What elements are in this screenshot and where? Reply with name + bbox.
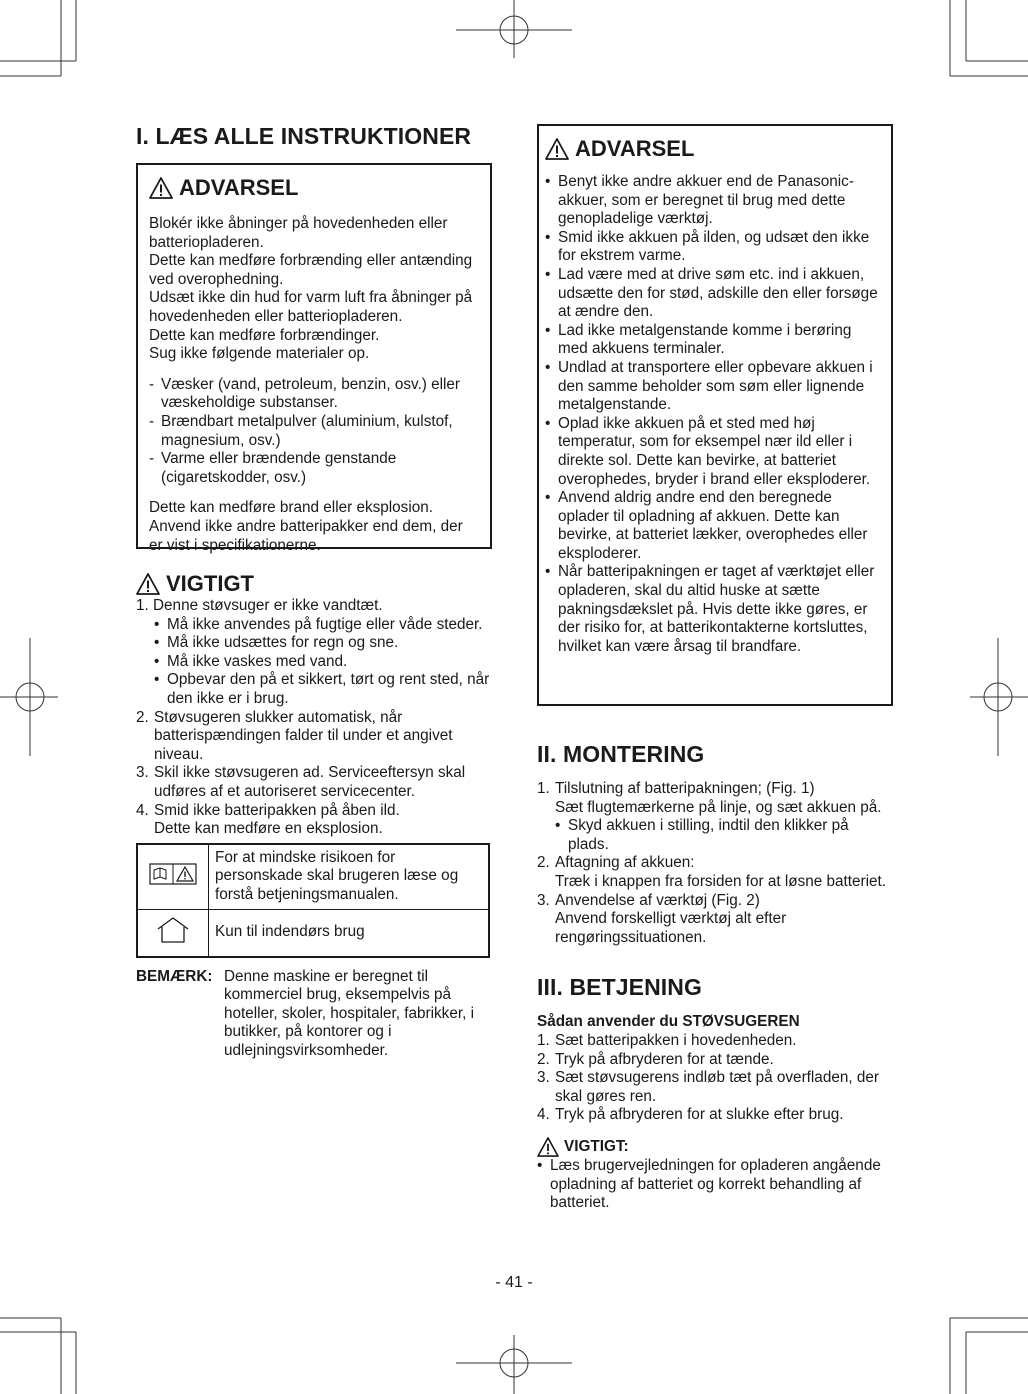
step-text: Tryk på afbryderen for at tænde.: [555, 1050, 774, 1068]
warning-title-text: ADVARSEL: [575, 136, 695, 161]
warning-bullet: • Oplad ikke akkuen på et sted med høj temperatur, som for eksempel nær ild eller i direkte sol. Dette kan bevirke, at batteriet overophedes, bryder i brand eller eksploderer.: [545, 415, 879, 489]
warning-bullet: • Anvend aldrig andre end den beregnede oplader til opladning af akkuen. Dette kan bevirke, at batteriet lækker, overophedes eller eksploderer.: [545, 489, 879, 563]
note: [136, 968, 492, 1061]
item-number: 3.: [136, 764, 149, 782]
mounting-item-2-sub: Træk i knappen fra forsiden for at løsne batteriet.: [555, 872, 887, 890]
warning-title: [149, 175, 479, 201]
warning-bullet: • Lad være med at drive søm etc. ind i akkuen, udsætte den for stød, adskille den eller forsøge at ændre den.: [545, 266, 879, 322]
warning-title-text: ADVARSEL: [179, 175, 299, 200]
symbol-text: For at mindske risikoen for personskade skal brugeren læse og forstå betjeningsmanualen.: [209, 844, 490, 909]
right-column: [537, 124, 893, 1213]
step-text: Tryk på afbryderen for at slukke efter brug.: [555, 1106, 844, 1124]
important-title: [136, 571, 492, 597]
warning-bullet: • Smid ikke akkuen på ilden, og udsæt den ikke for ekstrem varme.: [545, 229, 879, 266]
important-item-3: [136, 764, 492, 801]
item-text: Tilslutning af batteripakningen; (Fig. 1): [555, 780, 815, 797]
symbol-row: [137, 844, 489, 909]
operation-step: [537, 1069, 893, 1106]
mounting-item-1-bullet: • Skyd akkuen i stilling, indtil den klikker på plads.: [555, 817, 893, 854]
operation-step: [537, 1032, 893, 1051]
item-text: Anvendelse af værktøj (Fig. 2): [555, 891, 760, 909]
item-number: 3.: [537, 891, 550, 909]
material-item: - Væsker (vand, petroleum, benzin, osv.) eller væskeholdige substanser.: [149, 376, 479, 413]
important-item-4: [136, 802, 492, 821]
warning-triangle-icon: [136, 573, 160, 595]
item-number: 2.: [537, 854, 550, 872]
warning-box-right: [537, 124, 893, 706]
operation-section: [537, 973, 893, 1212]
important-bullet: • Må ikke vaskes med vand.: [154, 653, 492, 672]
important-bullet: • Må ikke anvendes på fugtige eller våde steder.: [154, 616, 492, 635]
page-number: - 41 -: [495, 1274, 533, 1291]
important-bullet: • Opbevar den på et sikkert, tørt og rent sted, når den ikke er i brug.: [154, 671, 492, 708]
item-text: Støvsugeren slukker automatisk, når batterispændingen falder til under et angivet niveau.: [154, 708, 453, 763]
step-number: 1.: [537, 1031, 550, 1049]
item-number: 1.: [537, 780, 550, 797]
warning-triangle-icon: [537, 1137, 559, 1157]
symbol-row: [137, 909, 489, 957]
warning-bullet: • Når batteripakningen er taget af værktøjet eller opladeren, skal du altid huske at sætte pakningsdækslet på. Hvis dette ikke gøres, er der risiko for, at batterikontakterne kortsluttes, hvilket kan være årsag til brandfare.: [545, 563, 879, 656]
operation-step: [537, 1106, 893, 1125]
symbol-cell: [137, 844, 209, 909]
important-item-4-sub: Dette kan medføre en eksplosion.: [154, 820, 383, 838]
warning-line: Dette kan medføre forbrænding eller antænding ved overophedning.: [149, 252, 473, 288]
item-number: 2.: [136, 708, 149, 726]
mounting-item-1-sub: Sæt flugtemærkerne på linje, og sæt akkuen på.: [555, 798, 882, 816]
section-heading-mounting: II. MONTERING: [537, 741, 705, 767]
warning-bullet: • Undlad at transportere eller opbevare akkuen i den samme beholder som søm eller lignende metalgenstande.: [545, 359, 879, 415]
operation-important: [537, 1137, 893, 1157]
symbol-cell: [137, 909, 209, 957]
mounting-item-3: [537, 892, 893, 911]
step-number: 2.: [537, 1050, 550, 1068]
section-heading-instructions: I. LÆS ALLE INSTRUKTIONER: [136, 123, 472, 149]
operation-important-bullet: • Læs brugervejledningen for opladeren angående opladning af batteriet og korrekt behandling af batteriet.: [537, 1157, 893, 1213]
note-label: BEMÆRK:: [136, 967, 213, 985]
operation-subheading: Sådan anvender du STØVSUGEREN: [537, 1013, 800, 1031]
important-item-2: [136, 709, 492, 765]
symbol-text: Kun til indendørs brug: [209, 909, 490, 957]
left-column: [136, 120, 492, 1060]
operation-step: [537, 1051, 893, 1070]
important-item-1: 1. Denne støvsuger er ikke vandtæt.: [136, 597, 383, 614]
material-item: - Varme eller brændende genstande (cigaretskodder, osv.): [149, 450, 479, 487]
item-text: Skil ikke støvsugeren ad. Serviceeftersyn skal udføres af et autoriseret servicecenter.: [154, 764, 466, 800]
warning-closing: Anvend ikke andre batteripakker end dem, der er vist i specifikationerne.: [149, 517, 463, 554]
house-icon: [156, 916, 190, 944]
warning-bullet: • Lad ikke metalgenstande komme i berøring med akkuens terminaler.: [545, 322, 879, 359]
warning-bullet: • Benyt ikke andre akkuer end de Panasonic-akkuer, som er beregnet til brug med dette genopladelige værktøj.: [545, 173, 879, 229]
warning-triangle-icon: [149, 177, 173, 199]
step-number: 4.: [537, 1106, 550, 1124]
manual-warning-icon: [149, 863, 197, 885]
important-section: [136, 571, 492, 839]
important-title-text: VIGTIGT: [166, 571, 254, 596]
warning-line: Udsæt ikke din hud for varm luft fra åbninger på hovedenheden eller batteriopladeren.: [149, 289, 473, 325]
material-item: - Brændbart metalpulver (aluminium, kulstof, magnesium, osv.): [149, 413, 479, 450]
mounting-item-2: [537, 854, 893, 873]
warning-box-left: [136, 163, 492, 554]
item-text: Smid ikke batteripakken på åben ild.: [154, 801, 400, 819]
warning-triangle-icon: [545, 138, 569, 160]
operation-important-title: VIGTIGT:: [564, 1137, 629, 1155]
symbols-table: [136, 843, 490, 958]
mounting-item-3-sub: Anvend forskelligt værktøj alt efter rengøringssituationen.: [555, 910, 787, 946]
important-bullet: • Må ikke udsættes for regn og sne.: [154, 634, 492, 653]
step-number: 3.: [537, 1069, 550, 1087]
mounting-section: [537, 740, 893, 947]
section-heading-operation: III. BETJENING: [537, 974, 702, 1001]
item-number: 4.: [136, 801, 149, 819]
warning-closing: Dette kan medføre brand eller eksplosion.: [149, 499, 433, 517]
step-text: Sæt batteripakken i hovedenheden.: [555, 1031, 797, 1049]
step-text: Sæt støvsugerens indløb tæt på overfladen, der skal gøres ren.: [555, 1069, 879, 1105]
item-text: Aftagning af akkuen:: [555, 854, 695, 872]
mounting-item-1: [537, 780, 893, 799]
note-text: Denne maskine er beregnet til kommerciel brug, eksempelvis på hoteller, skoler, hospitaler, fabrikker, i butikker, på kontorer og i udlejningsvirksomheder.: [224, 967, 474, 1059]
warning-line: Blokér ikke åbninger på hovedenheden eller batteriopladeren.: [149, 215, 448, 251]
warning-line: Sug ikke følgende materialer op.: [149, 345, 370, 363]
warning-line: Dette kan medføre forbrændinger.: [149, 326, 380, 344]
warning-title: [545, 136, 879, 162]
